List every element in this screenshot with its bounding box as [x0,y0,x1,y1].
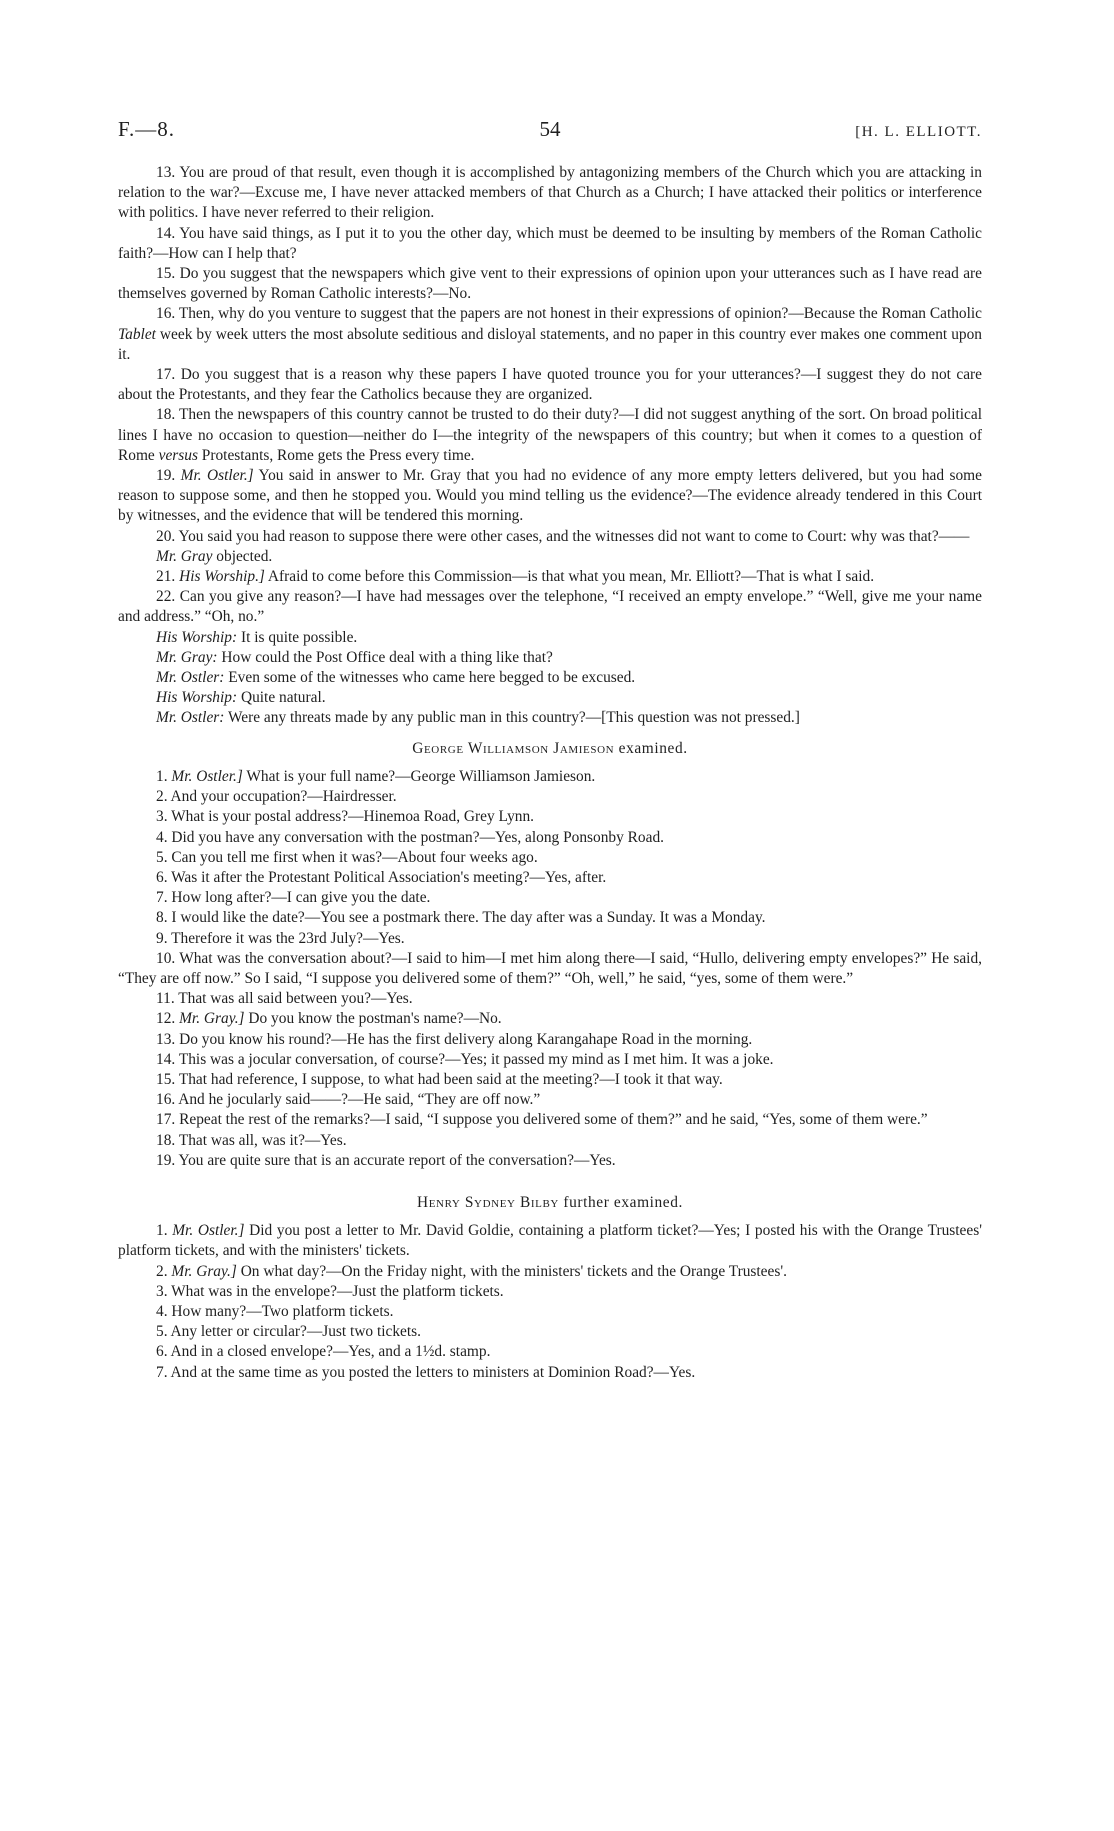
paragraph: 14. This was a jocular conversation, of course?—Yes; it passed my mind as I met him. It was a joke. [156,1050,774,1068]
paragraph: 13. Do you know his round?—He has the first delivery along Karangahape Road in the morning. [156,1030,753,1048]
bilby-examination [118,1221,982,1383]
document-reference: F.—8. [118,117,175,141]
paragraph: 19. You are quite sure that is an accurate report of the conversation?—Yes. [156,1151,616,1169]
paragraph: 21. His Worship.] Afraid to come before this Commission—is that what you mean, Mr. Elliott?—That is what I said. [156,568,875,586]
paragraph: 14. You have said things, as I put it to you the other day, which must be deemed to be insulting by members of the Roman Catholic faith?—How can I help that? [118,224,982,262]
paragraph: 4. How many?—Two platform tickets. [156,1302,394,1320]
witness-running-head: [H. L. ELLIOTT. [855,124,982,140]
paragraph: 9. Therefore it was the 23rd July?—Yes. [156,929,405,947]
paragraph: 5. Any letter or circular?—Just two tickets. [156,1323,421,1341]
paragraph: Mr. Ostler: Were any threats made by any public man in this country?—[This question was not pressed.] [156,709,800,727]
speaker-note: His Worship: Quite natural. [156,689,326,707]
paragraph: 12. Mr. Gray.] Do you know the postman's name?—No. [156,1010,502,1028]
paragraph: 1. Mr. Ostler.] What is your full name?—George Williamson Jamieson. [156,767,596,785]
paragraph: 16. Then, why do you venture to suggest that the papers are not honest in their expressions of opinion?—Because the Roman Catholic Tablet week by week utters the most absolute seditious and disloyal statements, and no paper in this country ever makes one comment upon it. [118,305,982,363]
page-header [118,119,982,149]
paragraph: 20. You said you had reason to suppose there were other cases, and the witnesses did not want to come to Court: why was that?—— [156,527,970,545]
paragraph: 4. Did you have any conversation with the postman?—Yes, along Ponsonby Road. [156,828,664,846]
paragraph: 16. And he jocularly said——?—He said, “They are off now.” [156,1091,541,1109]
paragraph: 8. I would like the date?—You see a postmark there. The day after was a Sunday. It was a Monday. [156,909,766,927]
paragraph: 18. That was all, was it?—Yes. [156,1131,347,1149]
paragraph: 13. You are proud of that result, even though it is accomplished by antagonizing members of the Church which you are attacking in relation to the war?—Excuse me, I have never attacked members of that Church as a Church; I have attacked their politics or interference with politics. I have never referred to their religion. [118,164,983,222]
witness-name: George Williamson Jamieson [412,739,615,757]
paragraph: 3. What was in the envelope?—Just the platform tickets. [156,1282,504,1300]
section-heading [118,739,982,759]
section-heading [118,1193,982,1213]
heading-suffix: examined. [618,739,688,757]
paragraph: 3. What is your postal address?—Hinemoa Road, Grey Lynn. [156,808,535,826]
paragraph: 15. That had reference, I suppose, to what had been said at the meeting?—I took it that way. [156,1070,723,1088]
paragraph: 7. And at the same time as you posted the letters to ministers at Dominion Road?—Yes. [156,1363,696,1381]
paragraph: 5. Can you tell me first when it was?—About four weeks ago. [156,848,538,866]
paragraph: 10. What was the conversation about?—I said to him—I met him along there—I said, “Hullo, delivering empty envelopes?” He said, “They are off now.” So I said, “I suppose you delivered some of them?” “Oh, well,” he said, “yes, some of them were.” [118,949,982,987]
paragraph: 22. Can you give any reason?—I have had messages over the telephone, “I received an empty envelope.” “Well, give me your name and address.” “Oh, no.” [118,588,982,626]
page-number: 54 [539,117,561,141]
paragraph: 17. Repeat the rest of the remarks?—I said, “I suppose you delivered some of them?” and he said, “Yes, some of them were.” [156,1111,928,1129]
elliott-examination [118,163,982,729]
speaker-note: His Worship: It is quite possible. [156,628,358,646]
speaker-note: Mr. Ostler: Even some of the witnesses who came here begged to be excused. [156,669,636,687]
paragraph: 7. How long after?—I can give you the date. [156,889,431,907]
speaker-note: Mr. Gray objected. [156,547,273,565]
jamieson-examination [118,767,982,1171]
paragraph: 19. Mr. Ostler.] You said in answer to Mr. Gray that you had no evidence of any more empty letters delivered, but you had some reason to suppose some, and then he stopped you. Would you mind telling us the evidence?—The evidence already tendered in this Court by witnesses, and the evidence that will be tendered this morning. [118,467,982,525]
paragraph: 2. Mr. Gray.] On what day?—On the Friday night, with the ministers' tickets and the Orange Trustees'. [156,1262,787,1280]
heading-suffix: further examined. [563,1193,683,1211]
paragraph: 2. And your occupation?—Hairdresser. [156,788,397,806]
speaker-note: Mr. Gray: How could the Post Office deal with a thing like that? [156,648,553,666]
paragraph: 11. That was all said between you?—Yes. [156,990,413,1008]
paragraph: 17. Do you suggest that is a reason why these papers I have quoted trounce you for your utterances?—I suggest they do not care about the Protestants, and they fear the Catholics because they are organized. [118,366,982,404]
paragraph: 15. Do you suggest that the newspapers which give vent to their expressions of opinion upon your utterances such as I have read are themselves governed by Roman Catholic interests?—No. [118,265,982,303]
paragraph: 6. Was it after the Protestant Political Association's meeting?—Yes, after. [156,868,607,886]
witness-name: Henry Sydney Bilby [417,1193,559,1211]
paragraph: 18. Then the newspapers of this country cannot be trusted to do their duty?—I did not suggest anything of the sort. On broad political lines I have no occasion to question—neither do I—the integrity of the newspapers of this country; but when it comes to a question of Rome versus Protestants, Rome gets the Press every time. [118,406,982,464]
paragraph: 1. Mr. Ostler.] Did you post a letter to Mr. David Goldie, containing a platform ticket?—Yes; I posted his with the Orange Trustees' platform tickets, and with the ministers' tickets. [118,1222,982,1260]
paragraph: 6. And in a closed envelope?—Yes, and a 1½d. stamp. [156,1343,491,1361]
